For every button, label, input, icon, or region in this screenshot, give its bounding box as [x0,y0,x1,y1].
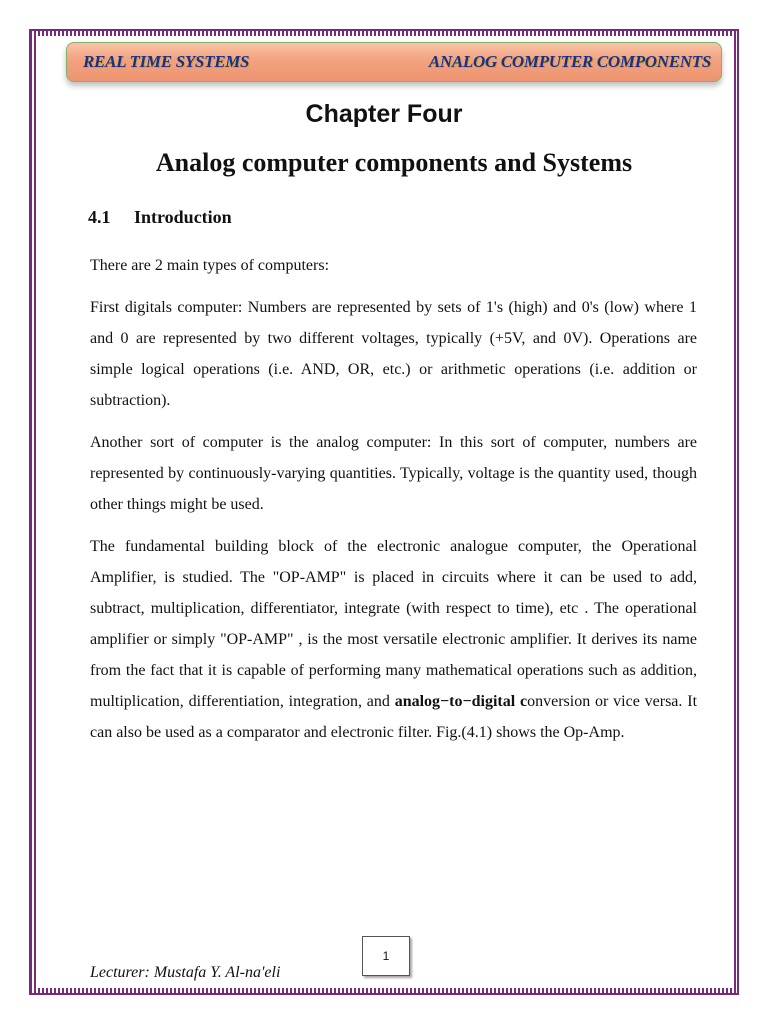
paragraph-opamp-bold: analog−to−digital c [394,693,528,710]
paragraph-intro: There are 2 main types of computers: [90,257,330,274]
document-title: Analog computer components and Systems [155,148,633,177]
section-number: 4.1 [88,207,111,227]
paragraph-analog: Another sort of computer is the analog computer: In this sort of computer, numbers are represented by continuously-varying quantities. Typically, voltage is the quantity used, though other things might be used. [90,434,697,513]
section-title: Introduction [134,207,232,227]
paragraph-opamp-text-b: onversion or vice versa. It can also be used as a comparator and electronic filter. Fig.(4.1) shows the Op-Amp. [90,693,698,741]
paragraph-digital: First digitals computer: Numbers are represented by sets of 1's (high) and 0's (low) where 1 and 0 are represented by two different voltages, typically (+5V, and 0V). Operations are simple logical operations (i.e. AND, OR, etc.) or arithmetic operations (i.e. addition or subtraction). [90,299,697,409]
chapter-title: Chapter Four [305,100,463,128]
body-text [90,250,697,759]
paragraph-opamp [90,531,697,748]
paragraph-opamp-text-a: The fundamental building block of the electronic analogue computer, the Operational Amplifier, is studied. The "OP-AMP" is placed in circuits where it can be used to add, subtract, multiplication, differentiator, integrate (with respect to time), etc . The operational amplifier or simply "OP-AMP" , is the most versatile electronic amplifier. It derives its name from the fact that it is capable of performing many mathematical operations such as addition, multiplication, differentiation, integration, and [90,538,697,710]
page-number: 1 [362,936,410,976]
header-band [66,42,722,82]
footer-lecturer: Lecturer: Mustafa Y. Al-na'eli [90,964,281,981]
header-chapter-title: ANALOG COMPUTER COMPONENTS [428,52,711,71]
header-course-title: REAL TIME SYSTEMS [83,52,250,71]
section-heading [88,207,232,228]
